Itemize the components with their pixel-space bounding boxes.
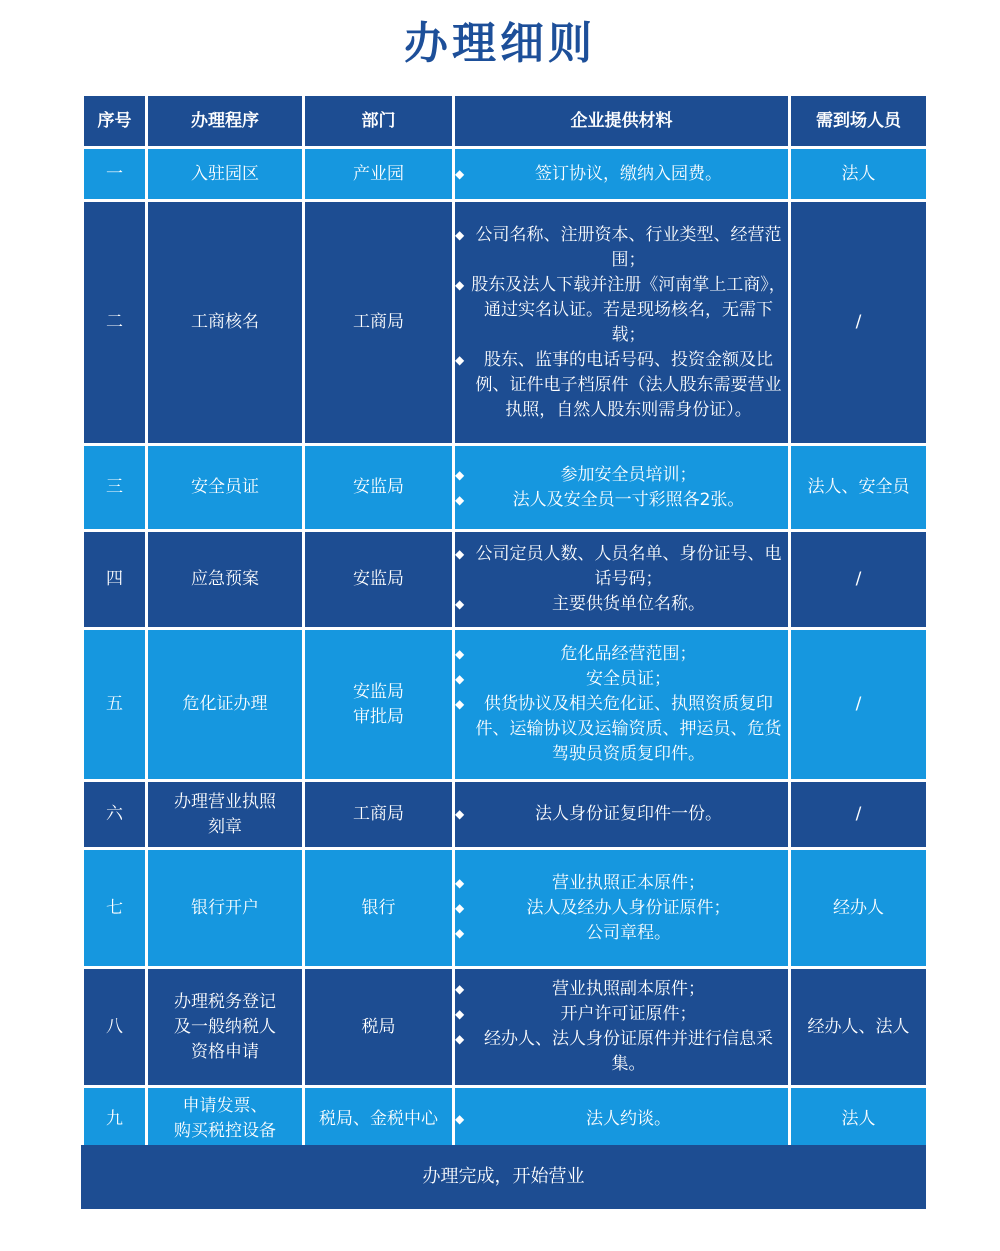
row-people: 经办人、法人 [790, 968, 928, 1087]
material-item [455, 871, 788, 896]
row-department [304, 629, 454, 781]
diamond-bullet-icon: ◆ [455, 982, 465, 996]
header-department: 部门 [304, 95, 454, 148]
procedure-line: 办理税务登记 [174, 991, 276, 1012]
row-procedure [147, 201, 304, 445]
material-text: 公司章程。 [586, 922, 671, 943]
row-procedure [147, 629, 304, 781]
material-text: 法人身份证复印件一份。 [535, 804, 722, 824]
material-item [455, 667, 788, 692]
row-number: 八 [83, 968, 147, 1087]
material-text: 开户许可证原件； [560, 1004, 697, 1024]
department-line: 银行 [361, 897, 396, 918]
row-number: 五 [83, 629, 147, 781]
row-number: 七 [83, 849, 147, 968]
row-materials [454, 445, 790, 531]
material-item [455, 463, 788, 488]
procedure-line: 银行开户 [191, 897, 259, 918]
department-line: 产业园 [353, 163, 404, 184]
material-item [455, 273, 788, 348]
material-item [455, 348, 788, 423]
procedure-line: 资格申请 [191, 1041, 259, 1062]
table-row [83, 629, 928, 781]
row-number: 四 [83, 531, 147, 629]
department-line: 工商局 [353, 312, 404, 332]
diamond-bullet-icon: ◆ [455, 352, 465, 367]
header-materials: 企业提供材料 [454, 95, 790, 148]
row-number: 六 [83, 781, 147, 849]
material-text: 股东、监事的电话号码、投资金额及比例、证件电子档原件（法人股东需要营业执照，自然人股东则需身份证）。 [475, 349, 782, 420]
row-department [304, 1087, 454, 1152]
material-item [455, 1107, 788, 1132]
material-item [455, 977, 788, 1002]
material-text: 股东及法人下载并注册《河南掌上工商》，通过实名认证。若是现场核名，无需下载； [471, 274, 786, 345]
diamond-bullet-icon: ◆ [455, 925, 465, 940]
diamond-bullet-icon: ◆ [455, 467, 465, 482]
header-seq: 序号 [83, 95, 147, 148]
diamond-bullet-icon: ◆ [455, 166, 465, 181]
diamond-bullet-icon: ◆ [455, 1007, 465, 1021]
material-text: 参加安全员培训； [560, 464, 697, 485]
procedure-line: 申请发票、 [182, 1096, 268, 1116]
row-materials [454, 148, 790, 201]
row-people: 法人 [790, 148, 928, 201]
material-text: 危化品经营范围； [560, 644, 697, 664]
diamond-bullet-icon: ◆ [455, 647, 465, 661]
row-number: 二 [83, 201, 147, 445]
procedure-table-wrap [81, 93, 926, 1210]
row-procedure [147, 445, 304, 531]
diamond-bullet-icon: ◆ [455, 1032, 465, 1046]
row-department [304, 201, 454, 445]
diamond-bullet-icon: ◆ [455, 900, 465, 915]
procedure-line: 及一般纳税人 [174, 1016, 276, 1037]
row-procedure [147, 1087, 304, 1152]
row-people: / [790, 781, 928, 849]
row-department [304, 849, 454, 968]
material-text: 营业执照正本原件； [552, 872, 705, 893]
material-text: 供货协议及相关危化证、执照资质复印件、运输协议及运输资质、押运员、危货驾驶员资质复印件。 [475, 694, 782, 764]
diamond-bullet-icon: ◆ [455, 807, 465, 821]
table-row [83, 968, 928, 1087]
row-materials [454, 629, 790, 781]
row-materials [454, 781, 790, 849]
row-procedure [147, 968, 304, 1087]
department-line: 税局 [361, 1016, 396, 1037]
material-text: 法人及经办人身份证原件； [526, 897, 731, 918]
material-item [455, 692, 788, 767]
procedure-line: 办理营业执照 [174, 791, 276, 812]
material-text: 法人约谈。 [586, 1108, 671, 1129]
row-materials [454, 531, 790, 629]
page-title: 办理细则 [404, 18, 596, 69]
row-people: / [790, 531, 928, 629]
diamond-bullet-icon: ◆ [455, 277, 465, 292]
table-row [83, 148, 928, 201]
procedure-line: 入驻园区 [191, 163, 259, 184]
procedure-table [81, 93, 929, 1153]
material-item [455, 488, 788, 513]
department-line: 税局、金税中心 [319, 1108, 438, 1129]
row-number: 三 [83, 445, 147, 531]
table-row [83, 1087, 928, 1152]
material-item [455, 1027, 788, 1077]
row-department [304, 531, 454, 629]
row-materials [454, 201, 790, 445]
department-line: 工商局 [353, 804, 404, 824]
diamond-bullet-icon: ◆ [455, 875, 465, 890]
procedure-line: 购买税控设备 [174, 1121, 276, 1141]
row-materials [454, 849, 790, 968]
row-people: 经办人 [790, 849, 928, 968]
procedure-line: 危化证办理 [182, 694, 268, 714]
row-procedure [147, 849, 304, 968]
table-row [83, 201, 928, 445]
row-department [304, 968, 454, 1087]
row-procedure [147, 148, 304, 201]
row-people: 法人 [790, 1087, 928, 1152]
material-item [455, 162, 788, 187]
department-line: 安监局 [353, 681, 404, 702]
procedure-line: 应急预案 [191, 569, 259, 589]
table-row [83, 445, 928, 531]
row-number: 一 [83, 148, 147, 201]
diamond-bullet-icon: ◆ [455, 672, 465, 686]
diamond-bullet-icon: ◆ [455, 227, 465, 242]
row-people: / [790, 629, 928, 781]
row-procedure [147, 781, 304, 849]
material-item [455, 921, 788, 946]
header-people: 需到场人员 [790, 95, 928, 148]
material-item [455, 642, 788, 667]
material-text: 公司定员人数、人员名单、身份证号、电话号码； [475, 544, 782, 589]
header-procedure: 办理程序 [147, 95, 304, 148]
row-procedure [147, 531, 304, 629]
row-department [304, 445, 454, 531]
row-people: / [790, 201, 928, 445]
diamond-bullet-icon: ◆ [455, 597, 465, 611]
row-department [304, 781, 454, 849]
material-text: 签订协议，缴纳入园费。 [535, 163, 722, 184]
material-item [455, 542, 788, 592]
material-item [455, 896, 788, 921]
diamond-bullet-icon: ◆ [455, 1111, 465, 1126]
material-text: 法人及安全员一寸彩照各2张。 [512, 489, 745, 510]
material-text: 安全员证； [586, 669, 671, 689]
material-text: 公司名称、注册资本、行业类型、经营范围； [475, 224, 782, 270]
row-materials [454, 968, 790, 1087]
table-row [83, 849, 928, 968]
material-item [455, 592, 788, 617]
procedure-line: 工商核名 [191, 312, 259, 332]
department-line: 安监局 [353, 569, 404, 589]
row-people: 法人、安全员 [790, 445, 928, 531]
procedure-line: 安全员证 [191, 477, 259, 497]
diamond-bullet-icon: ◆ [455, 547, 465, 561]
material-item [455, 223, 788, 273]
table-header-row [83, 95, 928, 148]
diamond-bullet-icon: ◆ [455, 492, 465, 507]
department-line: 审批局 [353, 706, 404, 727]
table-row [83, 531, 928, 629]
department-line: 安监局 [353, 477, 404, 497]
material-item [455, 802, 788, 827]
row-number: 九 [83, 1087, 147, 1152]
material-text: 主要供货单位名称。 [552, 594, 705, 614]
material-item [455, 1002, 788, 1027]
material-text: 营业执照副本原件； [552, 979, 705, 999]
table-row [83, 781, 928, 849]
diamond-bullet-icon: ◆ [455, 697, 465, 711]
footer-banner: 办理完成，开始营业 [81, 1145, 926, 1209]
row-materials [454, 1087, 790, 1152]
row-department [304, 148, 454, 201]
procedure-line: 刻章 [208, 816, 242, 837]
material-text: 经办人、法人身份证原件并进行信息采集。 [484, 1029, 773, 1074]
